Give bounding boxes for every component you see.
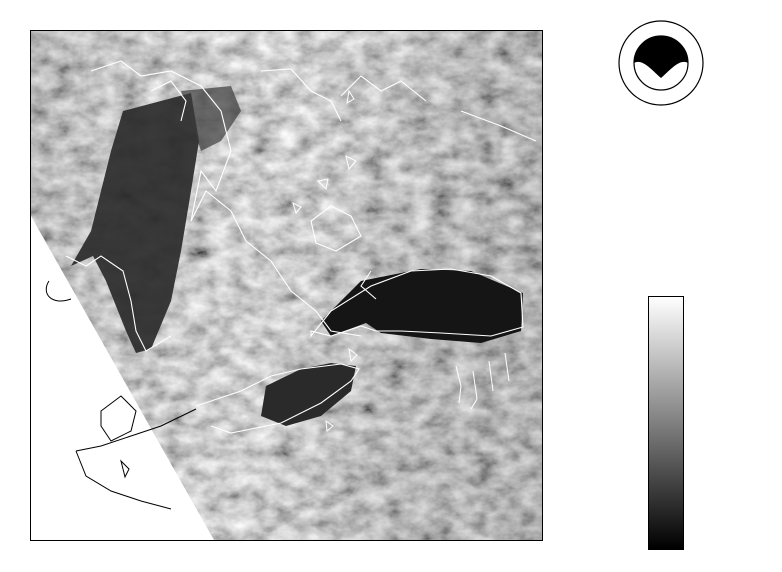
satellite-map[interactable] — [30, 30, 543, 541]
reflectance-colorbar — [648, 296, 684, 550]
noaa-logo — [618, 20, 704, 106]
map-canvas — [31, 31, 542, 540]
